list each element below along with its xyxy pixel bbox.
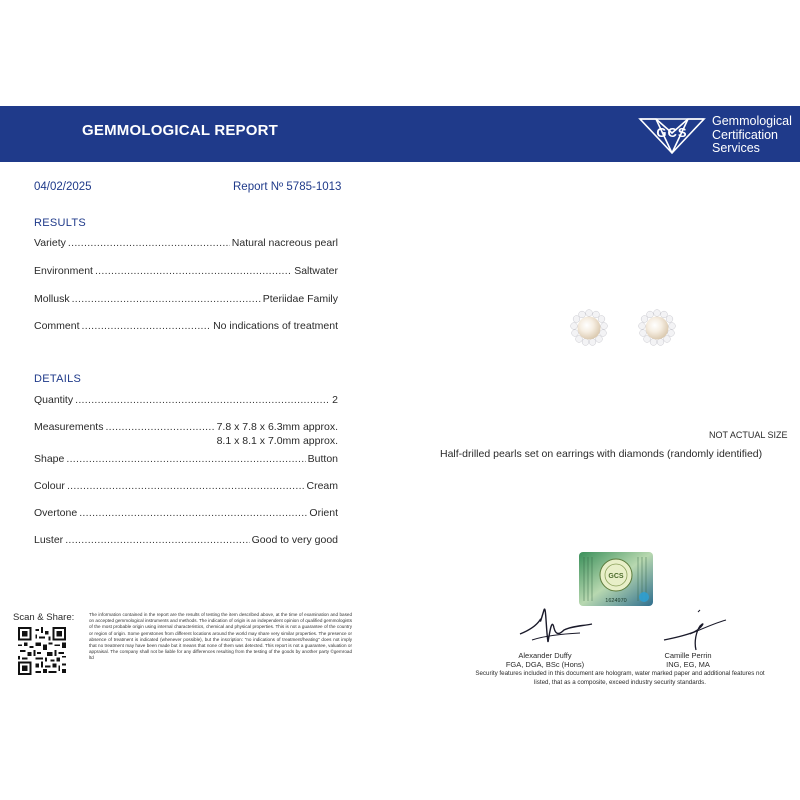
brand-line-1: Gemmological — [712, 114, 792, 128]
signatory-2-name: Camille Perrin — [664, 651, 712, 660]
detail-row-luster — [34, 534, 338, 548]
row-label: Overtone — [34, 507, 78, 519]
row-value: Cream — [306, 480, 338, 492]
dot-leader — [68, 237, 230, 249]
report-date: 04/02/2025 — [34, 181, 92, 193]
dot-leader — [67, 480, 305, 492]
row-label: Mollusk — [34, 293, 70, 305]
dot-leader — [72, 293, 261, 305]
header-banner — [0, 106, 800, 162]
signature-alexander-duffy — [510, 600, 600, 652]
measurements-second-value: 8.1 x 8.1 x 7.0mm approx. — [216, 435, 338, 447]
not-actual-size-label: NOT ACTUAL SIZE — [709, 430, 788, 440]
result-row-environment — [34, 265, 338, 279]
row-value: Pteriidae Family — [262, 293, 338, 305]
row-value: Button — [307, 453, 338, 465]
details-heading: DETAILS — [34, 373, 82, 385]
brand-name — [712, 115, 792, 156]
row-label: Measurements — [34, 421, 104, 433]
gcs-logo-text: GCS — [656, 125, 688, 140]
dot-leader — [65, 534, 249, 546]
seal-text: GCS — [608, 573, 624, 580]
detail-row-quantity — [34, 394, 338, 408]
dot-leader — [105, 421, 214, 433]
signature-camille-perrin — [660, 606, 732, 652]
row-value: 7.8 x 7.8 x 6.3mm approx. — [216, 421, 338, 433]
row-label: Environment — [34, 265, 93, 277]
detail-row-shape — [34, 453, 338, 467]
report-title: GEMMOLOGICAL REPORT — [82, 122, 279, 139]
signatory-1-name: Alexander Duffy — [518, 651, 572, 660]
detail-row-overtone — [34, 507, 338, 521]
results-heading: RESULTS — [34, 217, 87, 229]
left-earring — [571, 310, 608, 346]
dot-leader — [95, 265, 292, 277]
qr-code-icon[interactable] — [18, 627, 66, 675]
hologram-seal-icon — [578, 551, 654, 607]
security-note: Security features included in this document are hologram, water marked paper and additional features not listed, that as a composite, exceed industry security standards. — [475, 670, 765, 686]
row-value: Good to very good — [251, 534, 338, 546]
row-label: Luster — [34, 534, 64, 546]
gcs-logo-icon — [636, 113, 708, 155]
detail-row-colour — [34, 480, 338, 494]
row-label: Variety — [34, 237, 66, 249]
scan-share-label: Scan & Share: — [13, 612, 75, 623]
dot-leader — [79, 507, 307, 519]
seal-number: 1624970 — [605, 598, 627, 604]
brand-line-3: Services — [712, 141, 760, 155]
signatory-1-credentials: FGA, DGA, BSc (Hons) — [505, 660, 585, 669]
row-label: Comment — [34, 320, 80, 332]
row-label: Quantity — [34, 394, 74, 406]
dot-leader — [66, 453, 305, 465]
pearl-earrings-image — [560, 300, 690, 360]
row-value: Natural nacreous pearl — [231, 237, 338, 249]
result-row-mollusk — [34, 293, 338, 307]
detail-row-measurements — [34, 421, 338, 435]
image-caption: Half-drilled pearls set on earrings with diamonds (randomly identified) — [440, 448, 763, 460]
result-row-comment — [34, 320, 338, 334]
dot-leader — [75, 394, 330, 406]
result-row-variety — [34, 237, 338, 251]
row-value: Orient — [309, 507, 338, 519]
row-label: Shape — [34, 453, 65, 465]
brand-line-2: Certification — [712, 127, 778, 142]
row-value: Saltwater — [294, 265, 338, 277]
disclaimer-text: The information contained in the report are the results of testing the item described above, at the time of examination and based on accepted gemmological instruments and methods. The indication of origin is an independent opinion of qualified gemmologists of the most probable origin using internal characteristics, chemical and physical properties. This is not a guarantee of the country or region of origin. Some gemstones from different locations around the world may share very similar properties. The presence or absence of treatment is indicated (whenever possible), but the inscription: "no indications of treatment/heating" does not imply that no treatment may have been made but it means that none of them was detected. This report is not a guarantee, valuation or appraisal. The company shall not be liable for any differences resulting from the testing of the goods by another party ©gemroad ltd — [89, 612, 352, 661]
row-value: 2 — [332, 394, 338, 406]
row-label: Colour — [34, 480, 65, 492]
row-value: No indications of treatment — [213, 320, 338, 332]
dot-leader — [82, 320, 212, 332]
report-number: Report Nº 5785-1013 — [233, 181, 342, 193]
signatory-2-credentials: ING, EG, MA — [666, 660, 710, 669]
right-earring — [639, 310, 676, 346]
